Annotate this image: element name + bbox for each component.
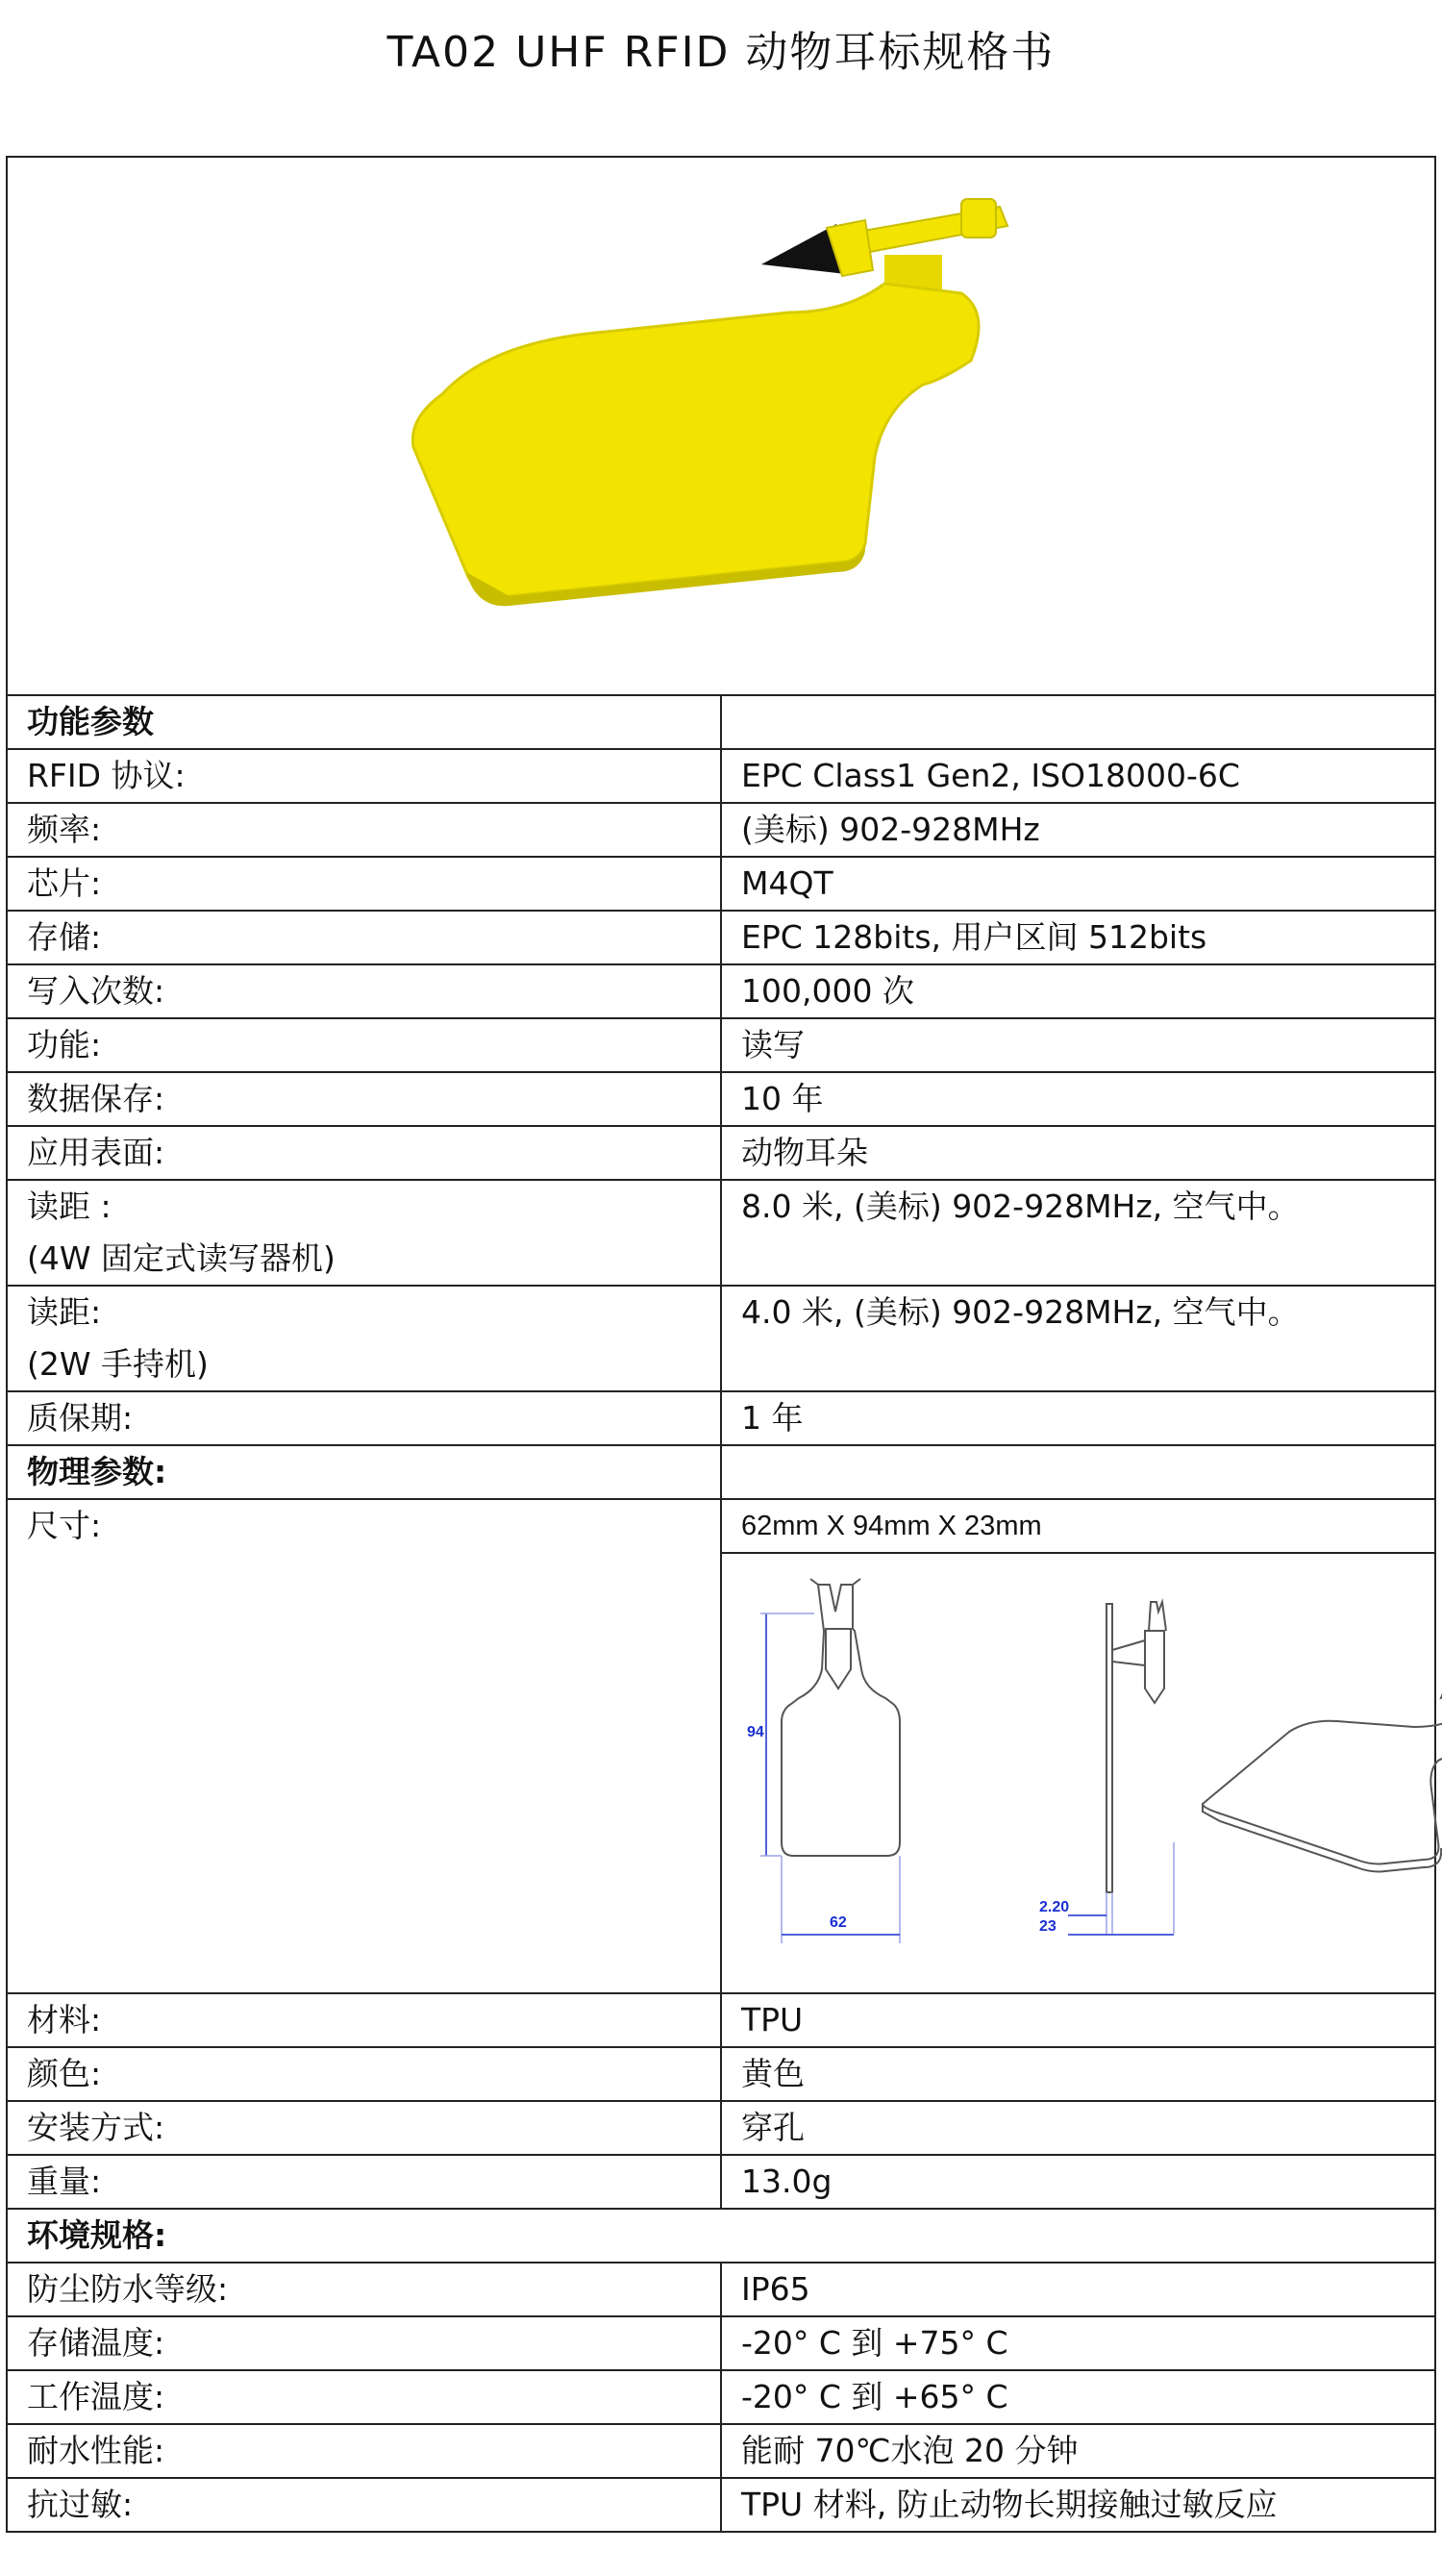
label-installation: 安装方式:: [7, 2101, 721, 2155]
label-function: 功能:: [7, 1018, 721, 1072]
label-storage-temp: 存储温度:: [7, 2316, 721, 2370]
value-operating-temp: -20° C 到 +65° C: [721, 2370, 1435, 2424]
value-frequency: (美标) 902-928MHz: [721, 803, 1435, 857]
value-data-retention: 10 年: [721, 1072, 1435, 1126]
dim-width-label: 62: [830, 1914, 847, 1931]
value-color: 黄色: [721, 2047, 1435, 2101]
table-row: [7, 803, 1435, 857]
label-read-range-fixed-line1: 读距 :: [27, 1188, 112, 1225]
table-row: [7, 1072, 1435, 1126]
label-weight: 重量:: [7, 2155, 721, 2209]
value-write-cycles: 100,000 次: [721, 964, 1435, 1018]
table-row: [7, 911, 1435, 964]
value-material: TPU: [721, 1993, 1435, 2047]
table-row: [7, 2263, 1435, 2316]
value-weight: 13.0g: [721, 2155, 1435, 2209]
value-warranty: 1 年: [721, 1391, 1435, 1445]
table-row: [7, 964, 1435, 1018]
table-row: [7, 1180, 1435, 1286]
value-ip-rating: IP65: [721, 2263, 1435, 2316]
label-size: 尺寸:: [7, 1499, 721, 1993]
table-row: [7, 857, 1435, 911]
value-read-range-handheld: 4.0 米, (美标) 902-928MHz, 空气中。: [721, 1286, 1435, 1391]
table-row: [7, 1993, 1435, 2047]
label-read-range-handheld-line2: (2W 手持机): [27, 1345, 209, 1383]
section-physical: 物理参数:: [7, 1445, 721, 1499]
value-installation: 穿孔: [721, 2101, 1435, 2155]
value-protocol: EPC Class1 Gen2, ISO18000-6C: [721, 749, 1435, 803]
dimension-drawing-cell: [721, 1553, 1435, 1993]
table-row: [7, 2424, 1435, 2478]
table-row: [7, 1126, 1435, 1180]
label-memory: 存储:: [7, 911, 721, 964]
table-row: [7, 2155, 1435, 2209]
page-title: TA02 UHF RFID 动物耳标规格书: [386, 28, 1056, 77]
label-read-range-fixed-line2: (4W 固定式读写器机): [27, 1239, 336, 1277]
label-warranty: 质保期:: [7, 1391, 721, 1445]
label-data-retention: 数据保存:: [7, 1072, 721, 1126]
table-row: [7, 2101, 1435, 2155]
dim-depth-label: 23: [1039, 1918, 1057, 1935]
label-read-range-fixed: [7, 1180, 721, 1286]
label-surface: 应用表面:: [7, 1126, 721, 1180]
value-water-resistance: 能耐 70℃水泡 20 分钟: [721, 2424, 1435, 2478]
table-row: [7, 1286, 1435, 1391]
value-chip: M4QT: [721, 857, 1435, 911]
value-memory: EPC 128bits, 用户区间 512bits: [721, 911, 1435, 964]
section-physical-value: [721, 1445, 1435, 1499]
table-row: [7, 1391, 1435, 1445]
table-row: [7, 2047, 1435, 2101]
label-material: 材料:: [7, 1993, 721, 2047]
label-ip-rating: 防尘防水等级:: [7, 2263, 721, 2316]
section-environment: 环境规格:: [7, 2209, 1435, 2263]
label-operating-temp: 工作温度:: [7, 2370, 721, 2424]
value-surface: 动物耳朵: [721, 1126, 1435, 1180]
table-row: [7, 2370, 1435, 2424]
value-function: 读写: [721, 1018, 1435, 1072]
label-read-range-handheld-line1: 读距:: [27, 1293, 102, 1331]
label-frequency: 频率:: [7, 803, 721, 857]
spec-table: [6, 156, 1436, 2533]
dimension-drawing: [722, 1554, 1442, 1977]
label-chip: 芯片:: [7, 857, 721, 911]
ear-tag-photo: [385, 168, 1057, 668]
section-function-value: [721, 695, 1435, 749]
value-size: 62mm X 94mm X 23mm: [721, 1499, 1435, 1553]
dim-height-label: 94: [747, 1724, 764, 1740]
value-read-range-fixed: 8.0 米, (美标) 902-928MHz, 空气中。: [721, 1180, 1435, 1286]
value-storage-temp: -20° C 到 +75° C: [721, 2316, 1435, 2370]
table-row: [7, 749, 1435, 803]
product-photo-cell: [7, 157, 1435, 695]
section-function: 功能参数: [7, 695, 721, 749]
table-row: [7, 1018, 1435, 1072]
label-anti-allergy: 抗过敏:: [7, 2478, 721, 2532]
label-protocol: RFID 协议:: [7, 749, 721, 803]
table-row: [7, 2478, 1435, 2532]
label-color: 颜色:: [7, 2047, 721, 2101]
table-row: [7, 2316, 1435, 2370]
label-write-cycles: 写入次数:: [7, 964, 721, 1018]
value-anti-allergy: TPU 材料, 防止动物长期接触过敏反应: [721, 2478, 1435, 2532]
dim-thickness-label: 2.20: [1039, 1899, 1070, 1915]
label-read-range-handheld: [7, 1286, 721, 1391]
label-water-resistance: 耐水性能:: [7, 2424, 721, 2478]
table-row: [7, 1499, 1435, 1553]
